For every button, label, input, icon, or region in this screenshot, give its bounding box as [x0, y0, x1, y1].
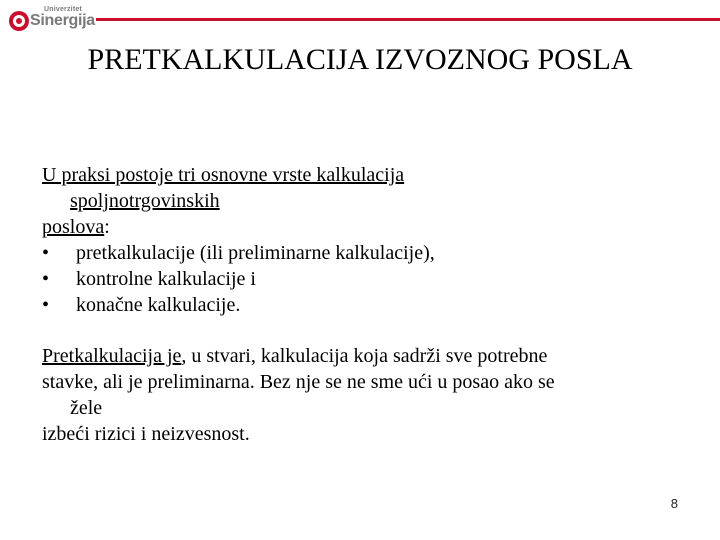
definition-line-2: stavke, ali je preliminarna. Bez nje se ne sme ući u posao ako se [42, 371, 555, 393]
logo-name: Sinergija [30, 12, 95, 29]
intro-line-2: spoljnotrgovinskih [70, 190, 220, 212]
logo-subtitle: Univerzitet [44, 6, 82, 13]
header-divider [96, 18, 720, 21]
list-item-text: kontrolne kalkulacije i [76, 268, 256, 290]
list-item-text: konačne kalkulacije. [76, 294, 241, 316]
university-logo [8, 4, 98, 34]
definition-line-1 [42, 343, 702, 369]
definition-line-1-rest: , u stvari, kalkulacija koja sadrži sve potrebne [181, 345, 548, 367]
intro-line-1: U praksi postoje tri osnovne vrste kalkulacija [42, 164, 405, 186]
intro-line-3 [42, 214, 702, 240]
slide-body [42, 162, 702, 447]
definition-line-3: žele [70, 397, 103, 419]
slide-title: PRETKALKULACIJA IZVOZNOG POSLA [87, 43, 633, 76]
intro-line-3-rest: : [104, 216, 110, 238]
list-item [42, 266, 702, 292]
bullet-icon: • [42, 268, 50, 290]
paragraph-spacer [42, 318, 702, 343]
definition-line-4: izbeći rizici i neizvesnost. [42, 423, 250, 445]
list-item [42, 240, 702, 266]
list-item-text: pretkalkulacije (ili preliminarne kalkulacije), [76, 242, 435, 264]
bullet-icon: • [42, 294, 50, 316]
sinergija-logo-icon [8, 10, 30, 32]
definition-term: Pretkalkulacija je [42, 345, 182, 367]
list-item [42, 292, 702, 318]
intro-line-3-underlined: poslova [42, 216, 105, 238]
bullet-icon: • [42, 242, 50, 264]
page-number: 8 [670, 496, 678, 511]
